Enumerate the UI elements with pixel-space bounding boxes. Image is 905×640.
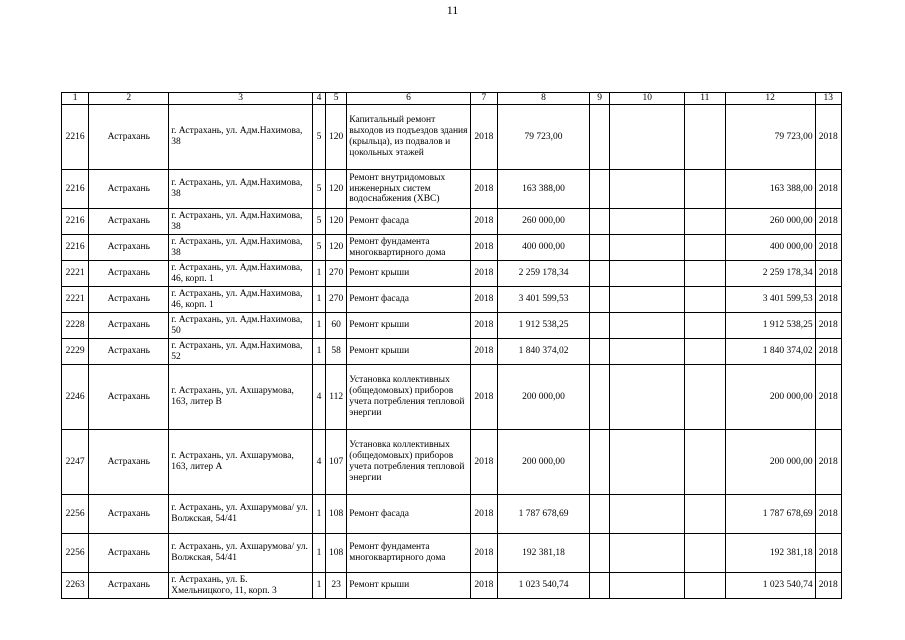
cell-total: 400 000,00 (725, 235, 815, 261)
cell-work: Ремонт крыши (347, 261, 470, 287)
cell-id: 2247 (62, 430, 89, 495)
cell-col9 (590, 430, 610, 495)
cell-work: Ремонт крыши (347, 313, 470, 339)
cell-col9 (590, 105, 610, 170)
cell-address: г. Астрахань, ул. Адм.Нахимова, 38 (169, 209, 313, 235)
header-row (62, 93, 842, 105)
cell-col4: 1 (312, 495, 325, 534)
cell-col10 (610, 534, 685, 573)
cell-total: 200 000,00 (725, 365, 815, 430)
cell-amount: 1 787 678,69 (498, 495, 590, 534)
cell-amount: 400 000,00 (498, 235, 590, 261)
cell-col11 (685, 287, 725, 313)
cell-col11 (685, 495, 725, 534)
cell-year: 2018 (470, 261, 497, 287)
cell-address: г. Астрахань, ул. Адм.Нахимова, 46, корп. 1 (169, 261, 313, 287)
cell-col9 (590, 261, 610, 287)
cell-col4: 4 (312, 365, 325, 430)
cell-col9 (590, 365, 610, 430)
cell-col11 (685, 573, 725, 599)
cell-year-end: 2018 (815, 209, 841, 235)
cell-year-end: 2018 (815, 573, 841, 599)
cell-city: Астрахань (89, 339, 169, 365)
cell-col11 (685, 534, 725, 573)
col-header: 3 (169, 93, 313, 105)
cell-col11 (685, 365, 725, 430)
cell-col4: 1 (312, 573, 325, 599)
cell-col4: 1 (312, 287, 325, 313)
cell-year-end: 2018 (815, 339, 841, 365)
cell-amount: 3 401 599,53 (498, 287, 590, 313)
cell-year: 2018 (470, 235, 497, 261)
cell-col5: 270 (326, 287, 347, 313)
cell-total: 1 787 678,69 (725, 495, 815, 534)
table-row (62, 235, 842, 261)
cell-year: 2018 (470, 365, 497, 430)
cell-col11 (685, 430, 725, 495)
cell-col5: 120 (326, 209, 347, 235)
cell-city: Астрахань (89, 313, 169, 339)
cell-col10 (610, 261, 685, 287)
cell-city: Астрахань (89, 105, 169, 170)
cell-id: 2216 (62, 209, 89, 235)
cell-year-end: 2018 (815, 495, 841, 534)
cell-work: Ремонт внутридомовых инженерных систем водоснабжения (ХВС) (347, 170, 470, 209)
cell-id: 2256 (62, 534, 89, 573)
cell-col10 (610, 105, 685, 170)
cell-col10 (610, 287, 685, 313)
cell-col4: 1 (312, 261, 325, 287)
cell-year: 2018 (470, 495, 497, 534)
cell-col5: 107 (326, 430, 347, 495)
cell-year-end: 2018 (815, 287, 841, 313)
cell-col5: 23 (326, 573, 347, 599)
register-table (61, 92, 842, 599)
cell-amount: 1 840 374,02 (498, 339, 590, 365)
cell-address: г. Астрахань, ул. Ахшарумова/ ул. Волжская, 54/41 (169, 495, 313, 534)
cell-year: 2018 (470, 105, 497, 170)
cell-id: 2263 (62, 573, 89, 599)
cell-year-end: 2018 (815, 105, 841, 170)
cell-col11 (685, 313, 725, 339)
cell-col5: 120 (326, 170, 347, 209)
cell-col4: 5 (312, 105, 325, 170)
cell-year: 2018 (470, 339, 497, 365)
cell-col5: 270 (326, 261, 347, 287)
cell-address: г. Астрахань, ул. Адм.Нахимова, 46, корп. 1 (169, 287, 313, 313)
col-header: 1 (62, 93, 89, 105)
cell-id: 2229 (62, 339, 89, 365)
cell-work: Капитальный ремонт выходов из подъездов здания (крыльца), из подвалов и цокольных этажей (347, 105, 470, 170)
cell-col11 (685, 235, 725, 261)
cell-city: Астрахань (89, 209, 169, 235)
cell-id: 2228 (62, 313, 89, 339)
table-row (62, 573, 842, 599)
cell-address: г. Астрахань, ул. Адм.Нахимова, 52 (169, 339, 313, 365)
cell-work: Установка коллективных (общедомовых) приборов учета потребления тепловой энергии (347, 430, 470, 495)
cell-city: Астрахань (89, 287, 169, 313)
cell-total: 163 388,00 (725, 170, 815, 209)
cell-col5: 108 (326, 495, 347, 534)
table-row (62, 261, 842, 287)
table-row (62, 365, 842, 430)
table-row (62, 430, 842, 495)
cell-total: 192 381,18 (725, 534, 815, 573)
cell-col10 (610, 313, 685, 339)
cell-total: 3 401 599,53 (725, 287, 815, 313)
cell-col4: 1 (312, 534, 325, 573)
cell-col10 (610, 430, 685, 495)
col-header: 9 (590, 93, 610, 105)
cell-id: 2256 (62, 495, 89, 534)
col-header: 13 (815, 93, 841, 105)
cell-total: 1 912 538,25 (725, 313, 815, 339)
table-row (62, 534, 842, 573)
cell-id: 2246 (62, 365, 89, 430)
cell-total: 79 723,00 (725, 105, 815, 170)
table-row (62, 313, 842, 339)
cell-amount: 192 381,18 (498, 534, 590, 573)
cell-address: г. Астрахань, ул. Ахшарумова, 163, литер В (169, 365, 313, 430)
cell-year: 2018 (470, 573, 497, 599)
cell-city: Астрахань (89, 430, 169, 495)
cell-work: Установка коллективных (общедомовых) приборов учета потребления тепловой энергии (347, 365, 470, 430)
cell-city: Астрахань (89, 170, 169, 209)
cell-work: Ремонт фасада (347, 495, 470, 534)
cell-col9 (590, 573, 610, 599)
cell-year-end: 2018 (815, 313, 841, 339)
cell-city: Астрахань (89, 534, 169, 573)
cell-year: 2018 (470, 534, 497, 573)
cell-city: Астрахань (89, 365, 169, 430)
cell-work: Ремонт фасада (347, 287, 470, 313)
cell-amount: 1 023 540,74 (498, 573, 590, 599)
cell-year: 2018 (470, 430, 497, 495)
cell-col10 (610, 339, 685, 365)
cell-city: Астрахань (89, 261, 169, 287)
cell-year-end: 2018 (815, 261, 841, 287)
cell-work: Ремонт фундамента многоквартирного дома (347, 534, 470, 573)
cell-col5: 60 (326, 313, 347, 339)
cell-amount: 1 912 538,25 (498, 313, 590, 339)
cell-address: г. Астрахань, ул. Ахшарумова/ ул. Волжская, 54/41 (169, 534, 313, 573)
cell-address: г. Астрахань, ул. Адм.Нахимова, 38 (169, 235, 313, 261)
cell-address: г. Астрахань, ул. Адм.Нахимова, 50 (169, 313, 313, 339)
cell-address: г. Астрахань, ул. Ахшарумова, 163, литер А (169, 430, 313, 495)
cell-amount: 79 723,00 (498, 105, 590, 170)
cell-id: 2221 (62, 287, 89, 313)
col-header: 6 (347, 93, 470, 105)
table-row (62, 170, 842, 209)
cell-col4: 4 (312, 430, 325, 495)
cell-col11 (685, 339, 725, 365)
cell-id: 2216 (62, 170, 89, 209)
cell-col9 (590, 170, 610, 209)
col-header: 7 (470, 93, 497, 105)
cell-address: г. Астрахань, ул. Адм.Нахимова, 38 (169, 170, 313, 209)
col-header: 4 (312, 93, 325, 105)
cell-col9 (590, 495, 610, 534)
cell-col5: 120 (326, 105, 347, 170)
cell-year: 2018 (470, 209, 497, 235)
cell-city: Астрахань (89, 573, 169, 599)
cell-amount: 260 000,00 (498, 209, 590, 235)
cell-col11 (685, 170, 725, 209)
cell-total: 2 259 178,34 (725, 261, 815, 287)
table-row (62, 339, 842, 365)
cell-city: Астрахань (89, 235, 169, 261)
cell-amount: 2 259 178,34 (498, 261, 590, 287)
cell-col4: 5 (312, 170, 325, 209)
cell-year: 2018 (470, 313, 497, 339)
cell-col11 (685, 261, 725, 287)
cell-amount: 200 000,00 (498, 365, 590, 430)
col-header: 12 (725, 93, 815, 105)
cell-col10 (610, 209, 685, 235)
cell-col10 (610, 170, 685, 209)
cell-col10 (610, 573, 685, 599)
cell-year-end: 2018 (815, 534, 841, 573)
cell-year-end: 2018 (815, 430, 841, 495)
table-row (62, 495, 842, 534)
cell-total: 200 000,00 (725, 430, 815, 495)
cell-year: 2018 (470, 170, 497, 209)
cell-col10 (610, 495, 685, 534)
cell-year-end: 2018 (815, 235, 841, 261)
col-header: 10 (610, 93, 685, 105)
cell-col9 (590, 313, 610, 339)
table-row (62, 105, 842, 170)
col-header: 8 (498, 93, 590, 105)
cell-col4: 5 (312, 235, 325, 261)
cell-total: 1 840 374,02 (725, 339, 815, 365)
cell-col11 (685, 209, 725, 235)
cell-work: Ремонт фундамента многоквартирного дома (347, 235, 470, 261)
cell-col4: 5 (312, 209, 325, 235)
cell-year: 2018 (470, 287, 497, 313)
cell-col5: 112 (326, 365, 347, 430)
col-header: 5 (326, 93, 347, 105)
col-header: 2 (89, 93, 169, 105)
cell-col9 (590, 235, 610, 261)
cell-col4: 1 (312, 339, 325, 365)
cell-col9 (590, 339, 610, 365)
cell-col10 (610, 235, 685, 261)
cell-amount: 200 000,00 (498, 430, 590, 495)
cell-col9 (590, 534, 610, 573)
cell-work: Ремонт крыши (347, 573, 470, 599)
cell-col4: 1 (312, 313, 325, 339)
page-number: 11 (446, 3, 459, 17)
cell-col5: 120 (326, 235, 347, 261)
cell-amount: 163 388,00 (498, 170, 590, 209)
cell-id: 2216 (62, 105, 89, 170)
cell-year-end: 2018 (815, 365, 841, 430)
cell-address: г. Астрахань, ул. Адм.Нахимова, 38 (169, 105, 313, 170)
cell-work: Ремонт крыши (347, 339, 470, 365)
cell-total: 260 000,00 (725, 209, 815, 235)
cell-year-end: 2018 (815, 170, 841, 209)
cell-address: г. Астрахань, ул. Б. Хмельницкого, 11, корп. 3 (169, 573, 313, 599)
table-row (62, 209, 842, 235)
cell-city: Астрахань (89, 495, 169, 534)
table-row (62, 287, 842, 313)
cell-col10 (610, 365, 685, 430)
cell-col5: 108 (326, 534, 347, 573)
cell-work: Ремонт фасада (347, 209, 470, 235)
cell-col9 (590, 287, 610, 313)
cell-col11 (685, 105, 725, 170)
cell-total: 1 023 540,74 (725, 573, 815, 599)
cell-id: 2221 (62, 261, 89, 287)
cell-col9 (590, 209, 610, 235)
cell-col5: 58 (326, 339, 347, 365)
cell-id: 2216 (62, 235, 89, 261)
col-header: 11 (685, 93, 725, 105)
